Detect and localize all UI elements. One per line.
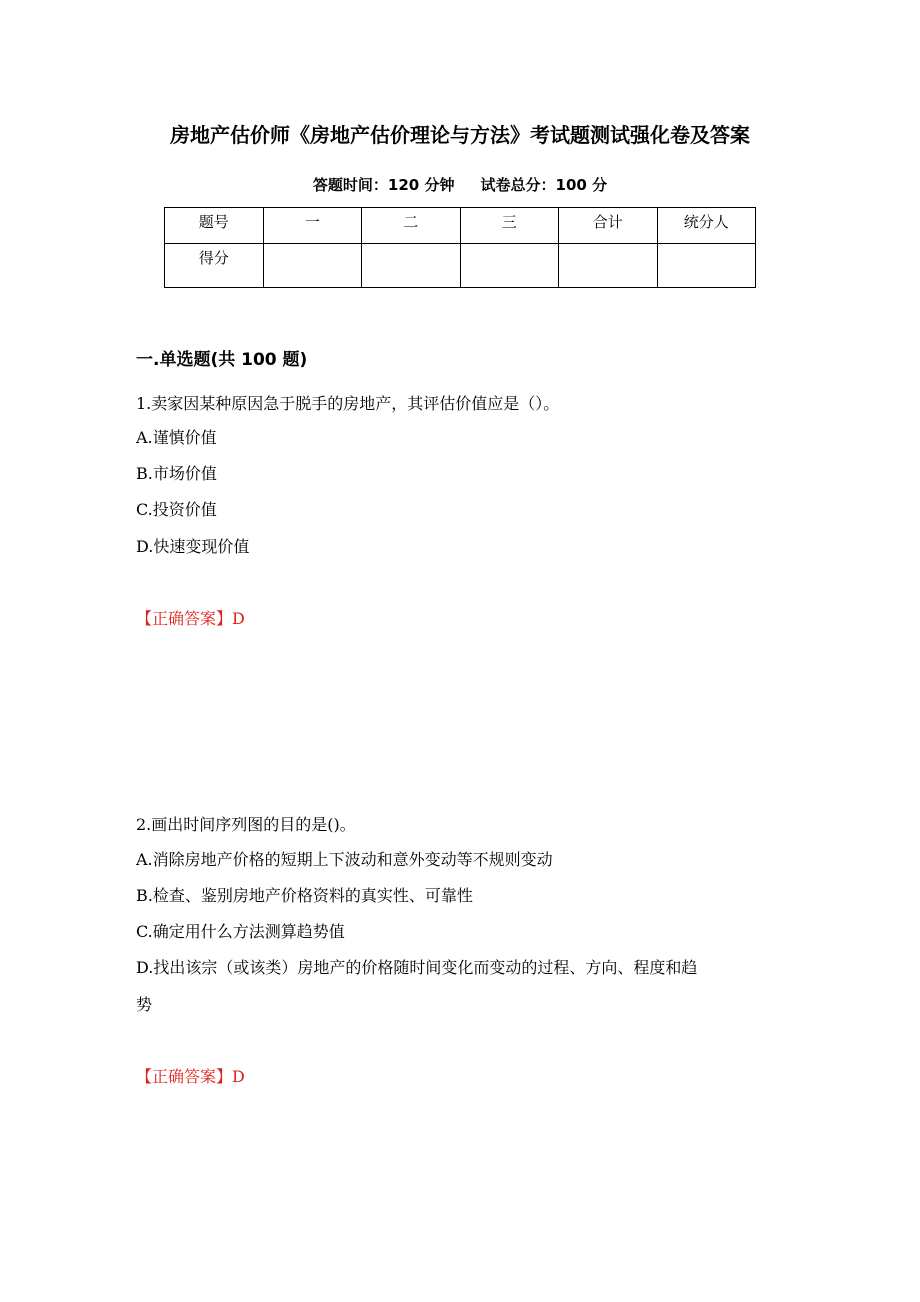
question-option: C.确定用什么方法测算趋势值	[136, 922, 345, 941]
score-cell	[460, 244, 559, 288]
question-option: D.快速变现价值	[136, 537, 250, 556]
score-cell	[362, 244, 461, 288]
header-cell: 统分人	[657, 208, 756, 244]
score-table-score-row	[165, 244, 756, 288]
answer-value: D	[232, 1067, 245, 1086]
answer-label: 【正确答案】	[136, 1067, 233, 1086]
question-stem: 2.画出时间序列图的目的是()。	[136, 815, 356, 834]
answer-line	[136, 1064, 245, 1090]
score-table-header-row	[165, 208, 756, 244]
header-cell: 合计	[559, 208, 658, 244]
header-cell: 题号	[165, 208, 264, 244]
question-option: D.找出该宗（或该类）房地产的价格随时间变化而变动的过程、方向、程度和趋	[136, 958, 698, 977]
header-cell: 三	[460, 208, 559, 244]
section-title: 一.单选题(共 100 题)	[136, 350, 308, 370]
score-cell	[263, 244, 362, 288]
score-table	[164, 207, 756, 288]
answer-label: 【正确答案】	[136, 609, 233, 628]
answer-value: D	[232, 609, 245, 628]
header-cell: 一	[263, 208, 362, 244]
document-title: 房地产估价师《房地产估价理论与方法》考试题测试强化卷及答案	[170, 123, 750, 147]
exam-info: 答题时间：120 分钟 试卷总分：100 分	[312, 176, 608, 194]
row-label-cell: 得分	[165, 244, 264, 288]
question-option: A.谨慎价值	[136, 428, 217, 447]
question-option-continued: 势	[136, 995, 153, 1014]
question-option: B.市场价值	[136, 464, 217, 483]
question-option: C.投资价值	[136, 500, 217, 519]
header-cell: 二	[362, 208, 461, 244]
score-cell	[657, 244, 756, 288]
question-option: A.消除房地产价格的短期上下波动和意外变动等不规则变动	[136, 850, 553, 869]
question-stem: 1.卖家因某种原因急于脱手的房地产，其评估价值应是（）。	[136, 394, 560, 413]
answer-line	[136, 606, 245, 632]
question-option: B.检查、鉴别房地产价格资料的真实性、可靠性	[136, 886, 473, 905]
score-cell	[559, 244, 658, 288]
